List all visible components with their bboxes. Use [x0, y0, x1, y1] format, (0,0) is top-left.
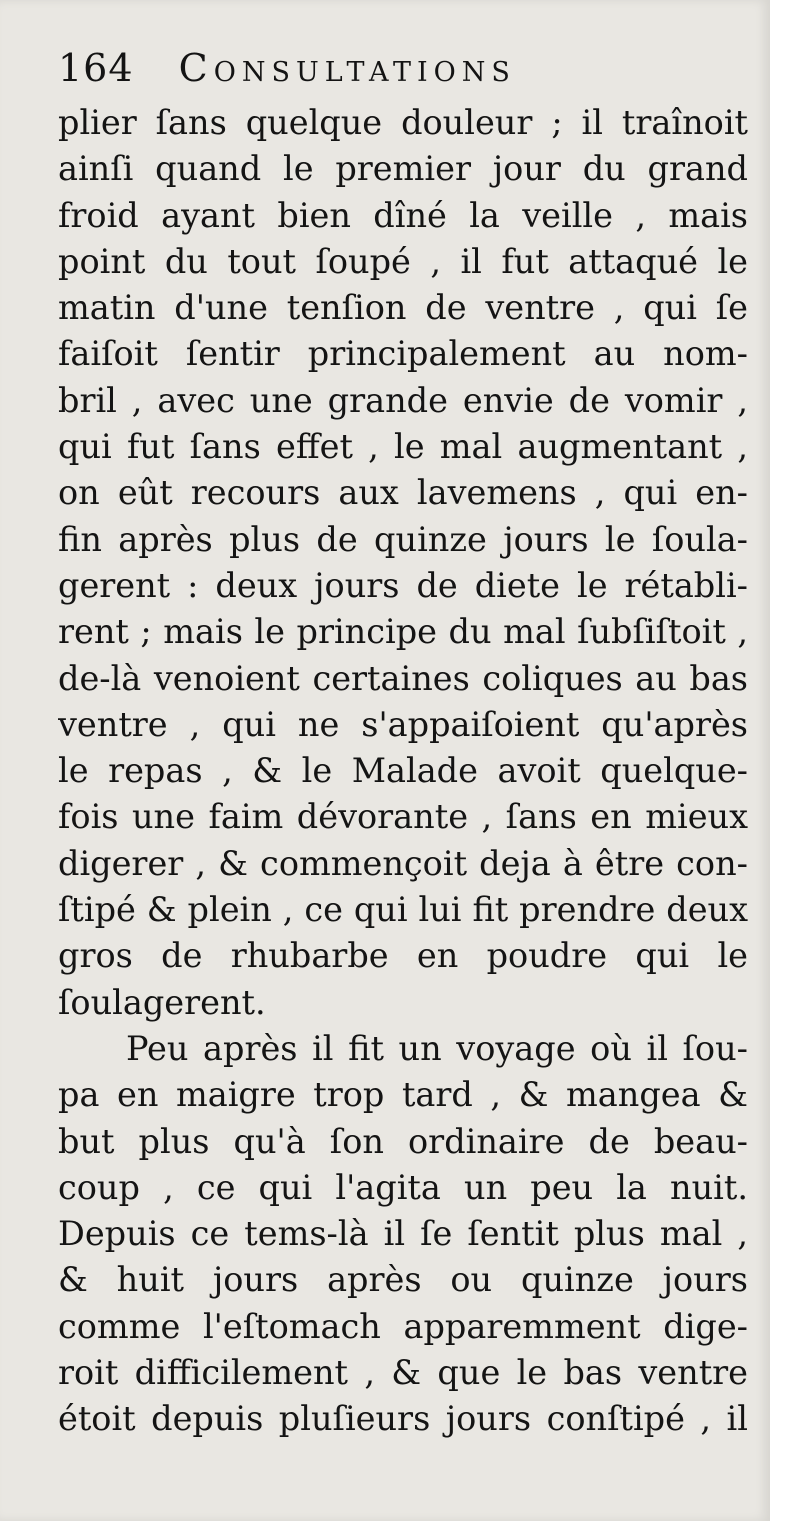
text-line: plier ſans quelque douleur ; il traînoit: [58, 103, 748, 142]
text-line: Depuis ce tems-là il ſe ſentit plus mal ,: [58, 1214, 748, 1254]
text-line: le repas , & le Malade avoit quelque-: [58, 751, 748, 791]
text-line: fin après plus de quinze jours le ſoula-: [58, 519, 748, 559]
text-line: qui fut ſans effet , le mal augmentant ,: [58, 427, 748, 467]
text-line: étoit depuis pluſieurs jours conſtipé , il: [58, 1399, 748, 1439]
text-line: Peu après il fit un voyage où il ſou-: [126, 1028, 748, 1068]
text-line: rent ; mais le principe du mal ſubſiſtoit ,: [58, 612, 748, 652]
text-line: ſtipé & plein , ce qui lui fit prendre deux: [58, 890, 748, 930]
text-line: coup , ce qui l'agita un peu la nuit.: [58, 1167, 748, 1207]
text-line: froid ayant bien dîné la veille , mais: [58, 195, 748, 235]
text-line: pa en maigre trop tard , & mangea &: [58, 1075, 748, 1115]
body-text: [58, 100, 748, 1443]
text-line: gerent : deux jours de diete le rétabli-: [58, 565, 748, 605]
text-line: fois une faim dévorante , ſans en mieux: [58, 797, 748, 837]
text-line: roit difficilement , & que le bas ventre: [58, 1353, 748, 1393]
text-line: digerer , & commençoit deja à être con-: [58, 843, 748, 883]
text-line: ſoulagerent.: [58, 982, 266, 1022]
text-line: faiſoit ſentir principalement au nom-: [58, 334, 748, 374]
text-line: ainſi quand le premier jour du grand: [58, 149, 748, 189]
text-line: de-là venoient certaines coliques au bas: [58, 658, 748, 698]
page-header: [58, 46, 516, 90]
text-line: gros de rhubarbe en poudre qui le: [58, 936, 748, 976]
text-line: on eût recours aux lavemens , qui en-: [58, 473, 748, 513]
text-line: matin d'une tenſion de ventre , qui ſe: [58, 288, 748, 328]
text-line: comme l'eſtomach apparemment dige-: [58, 1306, 748, 1346]
text-line: point du tout ſoupé , il fut attaqué le: [58, 241, 748, 281]
text-line: but plus qu'à ſon ordinaire de beau-: [58, 1121, 748, 1161]
text-line: ventre , qui ne s'appaiſoient qu'après: [58, 704, 748, 744]
page-number: 164: [58, 46, 134, 90]
text-line: bril , avec une grande envie de vomir ,: [58, 380, 748, 420]
running-title: Consultations: [178, 46, 516, 90]
text-line: & huit jours après ou quinze jours: [58, 1260, 748, 1300]
